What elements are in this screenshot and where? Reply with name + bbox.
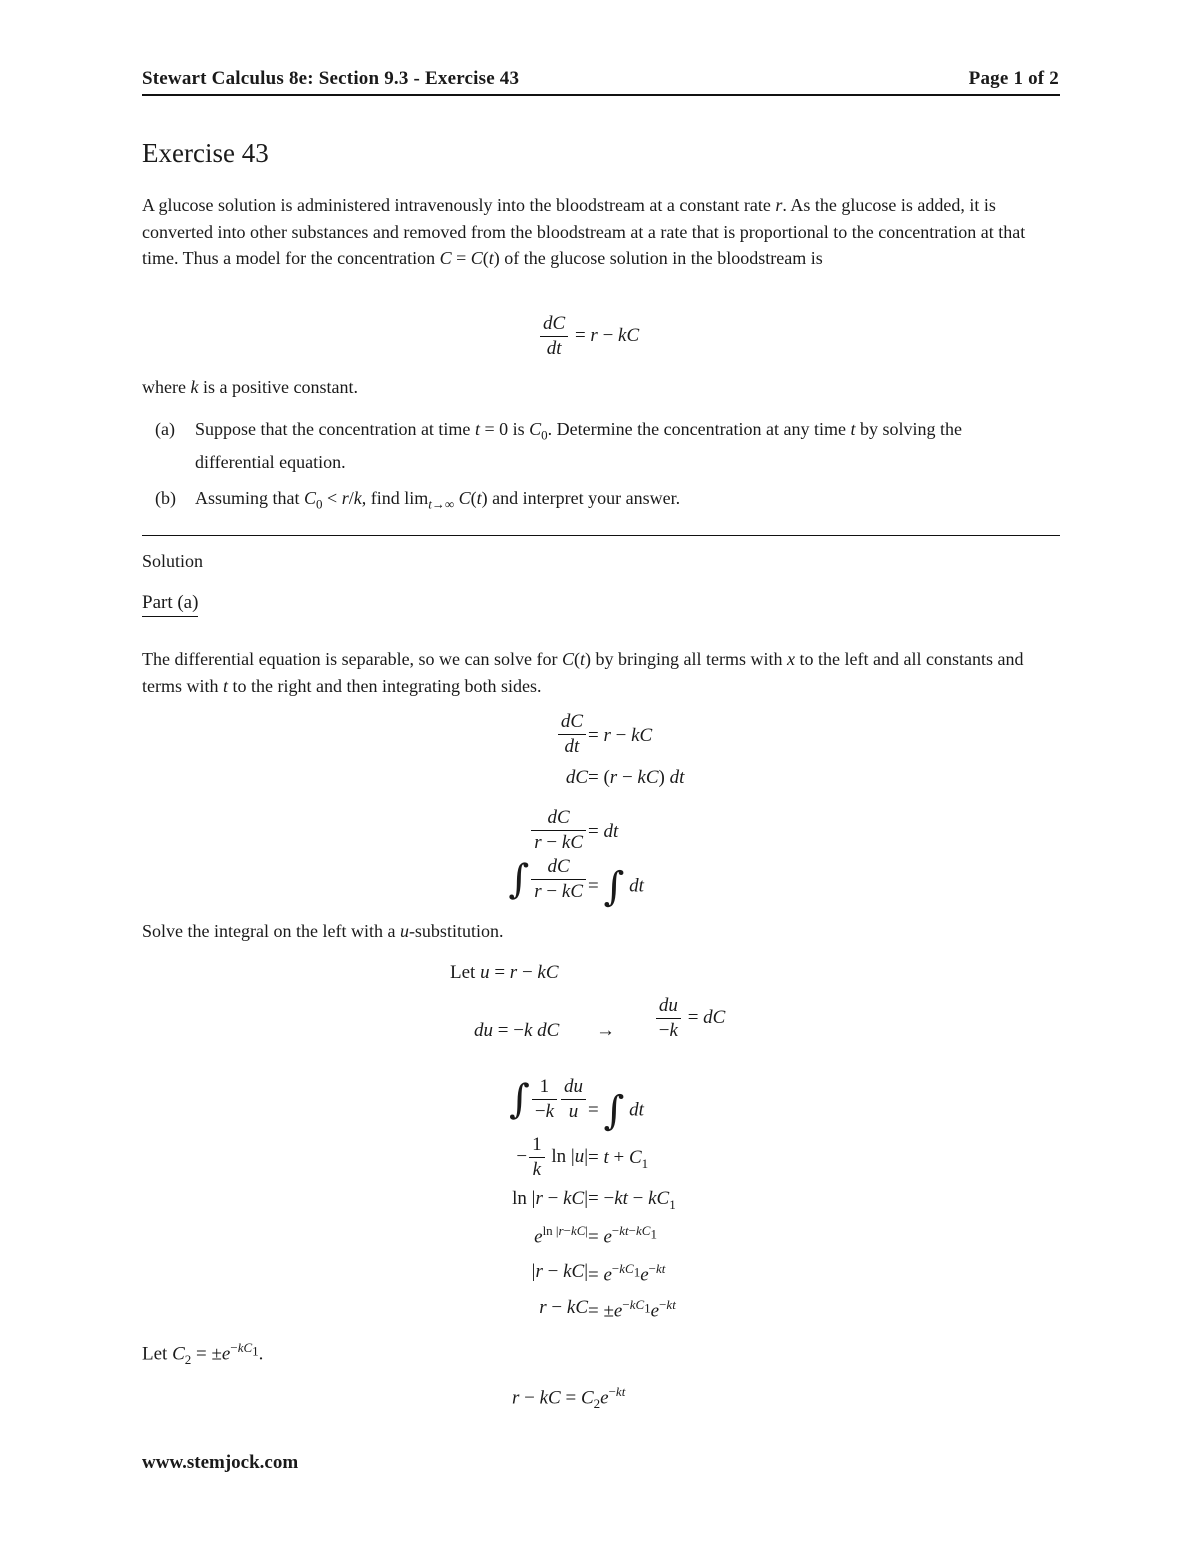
model-equation: $\frac{dC}{dt}$ = r − kC xyxy=(538,312,639,361)
part-b-question: (b) Assuming that $C_0 < r/k$, find $\lim_{t\to\infty} C(t)$ and interpret your answer. xyxy=(155,488,681,512)
page-number: Page 1 of 2 xyxy=(968,68,1059,89)
usub-text: Solve the integral on the left with a u-substitution. xyxy=(142,921,504,941)
part-a-heading: Part (a) xyxy=(142,592,198,617)
problem-statement: A glucose solution is administered intravenously into the bloodstream at a constant rate r. As the glucose is added, it is converted into other substances and removed from the bloodstream at a rate that is proportional to the concentration at that time. Thus a model for the concentration C = C(t) of the glucose solution in the bloodstream is xyxy=(142,195,1026,268)
let-c2-text: Let $C_2 = \pm e^{-kC_1}$. xyxy=(142,1340,264,1368)
header-title: Stewart Calculus 8e: Section 9.3 - Exercise 43 xyxy=(142,68,520,89)
solution-heading: Solution xyxy=(142,551,204,571)
part-a-question: (a) Suppose that the concentration at time t = 0 is $C_0$. Determine the concentration at any time t by solving the differential equation. xyxy=(155,419,963,473)
header-rule xyxy=(142,94,1060,96)
where-text: where k is a positive constant. xyxy=(142,377,358,397)
section-divider xyxy=(142,535,1060,536)
solution-text: The differential equation is separable, so we can solve for C(t) by bringing all terms with x to the left and all constants and terms with t to the right and then integrating both sides. xyxy=(142,649,1024,696)
exercise-title: Exercise 43 xyxy=(142,138,269,168)
footer-url[interactable]: www.stemjock.com xyxy=(142,1452,299,1473)
final-equation: r − kC = $C_2e^{-kt}$ xyxy=(512,1384,626,1412)
let-u-equation: Let u = r − kC xyxy=(450,962,559,983)
du-equation: du = −k dC → $\frac{du}{-k}$ = dC xyxy=(474,995,726,1041)
